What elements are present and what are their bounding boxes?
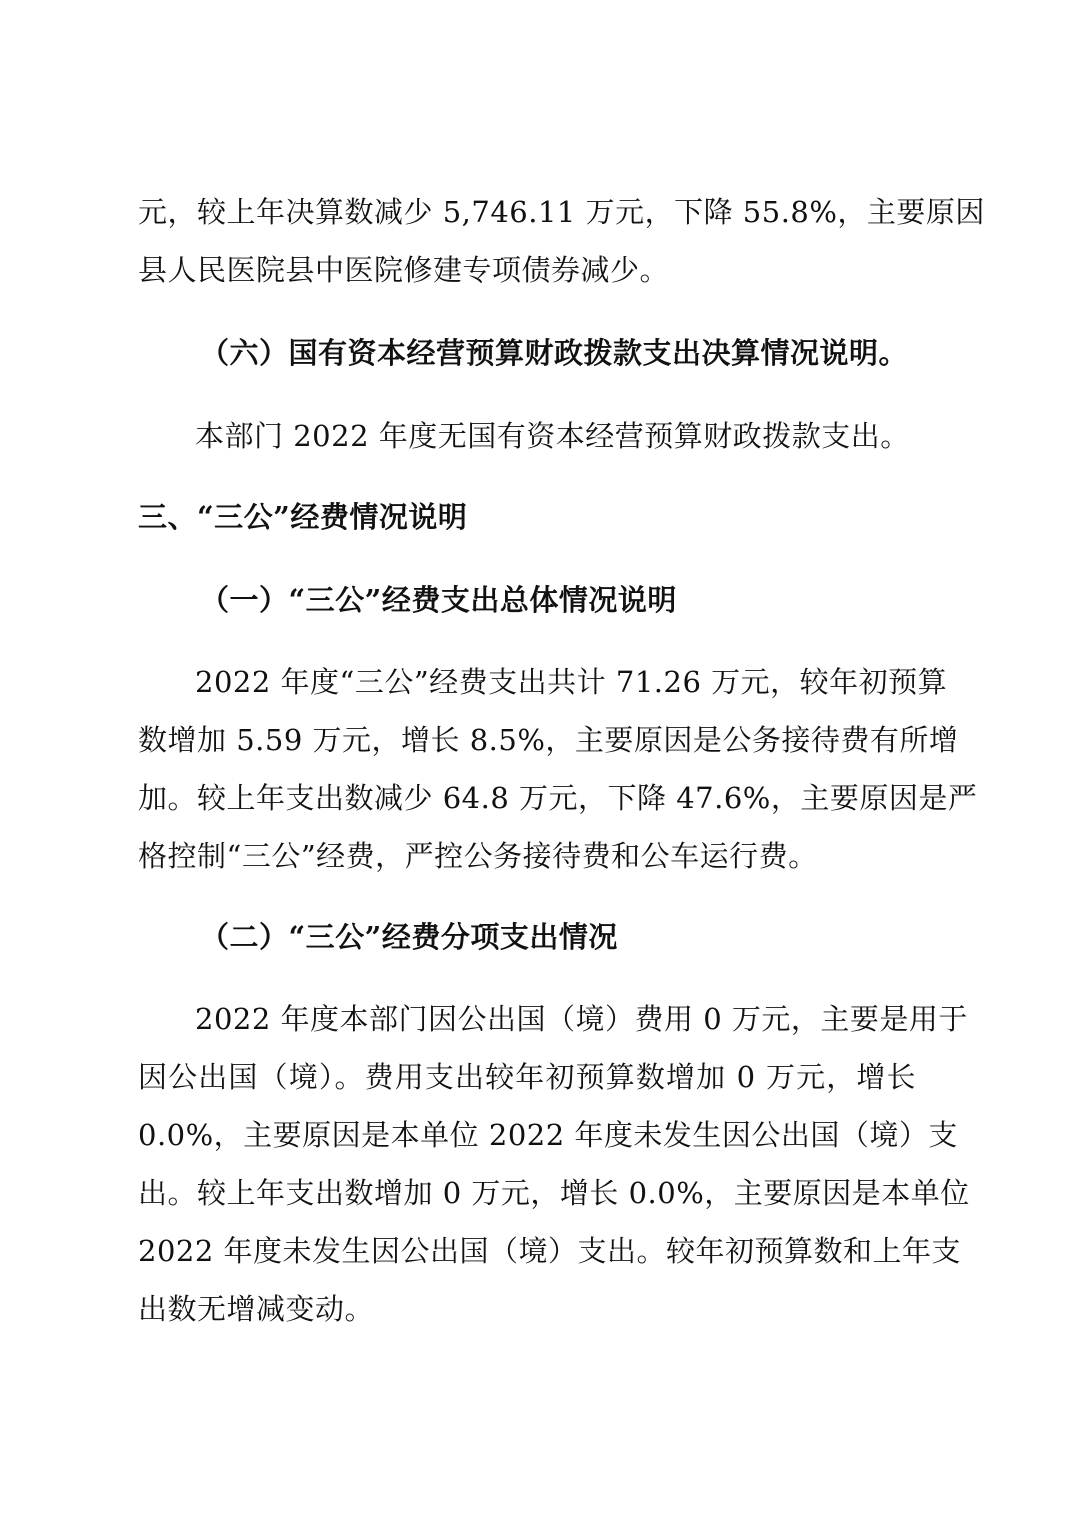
chapter-heading: 三、“三公”经费情况说明 (138, 500, 468, 534)
paragraph-line: 数增加 5.59 万元，增长 8.5%，主要原因是公务接待费有所增 (138, 723, 959, 757)
paragraph-line: 2022 年度“三公”经费支出共计 71.26 万元，较年初预算 (195, 665, 948, 699)
paragraph-line: 加。较上年支出数减少 64.8 万元，下降 47.6%，主要原因是严 (138, 781, 978, 815)
paragraph-line: 2022 年度未发生因公出国（境）支出。较年初预算数和上年支 (138, 1234, 962, 1268)
paragraph-line: 出。较上年支出数增加 0 万元，增长 0.0%，主要原因是本单位 (138, 1176, 970, 1210)
section-heading: （一）“三公”经费支出总体情况说明 (200, 583, 677, 617)
paragraph-line: 2022 年度本部门因公出国（境）费用 0 万元，主要是用于 (195, 1002, 968, 1036)
paragraph-line: 县人民医院县中医院修建专项债券减少。 (138, 253, 670, 287)
paragraph-line: 出数无增减变动。 (138, 1292, 375, 1326)
paragraph-line: 格控制“三公”经费，严控公务接待费和公车运行费。 (138, 839, 818, 873)
paragraph-line: 0.0%，主要原因是本单位 2022 年度未发生因公出国（境）支 (138, 1118, 958, 1152)
section-heading: （二）“三公”经费分项支出情况 (200, 920, 618, 954)
section-heading: （六）国有资本经营预算财政拨款支出决算情况说明。 (200, 336, 909, 370)
paragraph-line: 因公出国（境）。费用支出较年初预算数增加 0 万元，增长 (138, 1060, 916, 1094)
paragraph-line: 元，较上年决算数减少 5,746.11 万元，下降 55.8%，主要原因 (138, 195, 985, 229)
paragraph-line: 本部门 2022 年度无国有资本经营预算财政拨款支出。 (195, 419, 910, 453)
